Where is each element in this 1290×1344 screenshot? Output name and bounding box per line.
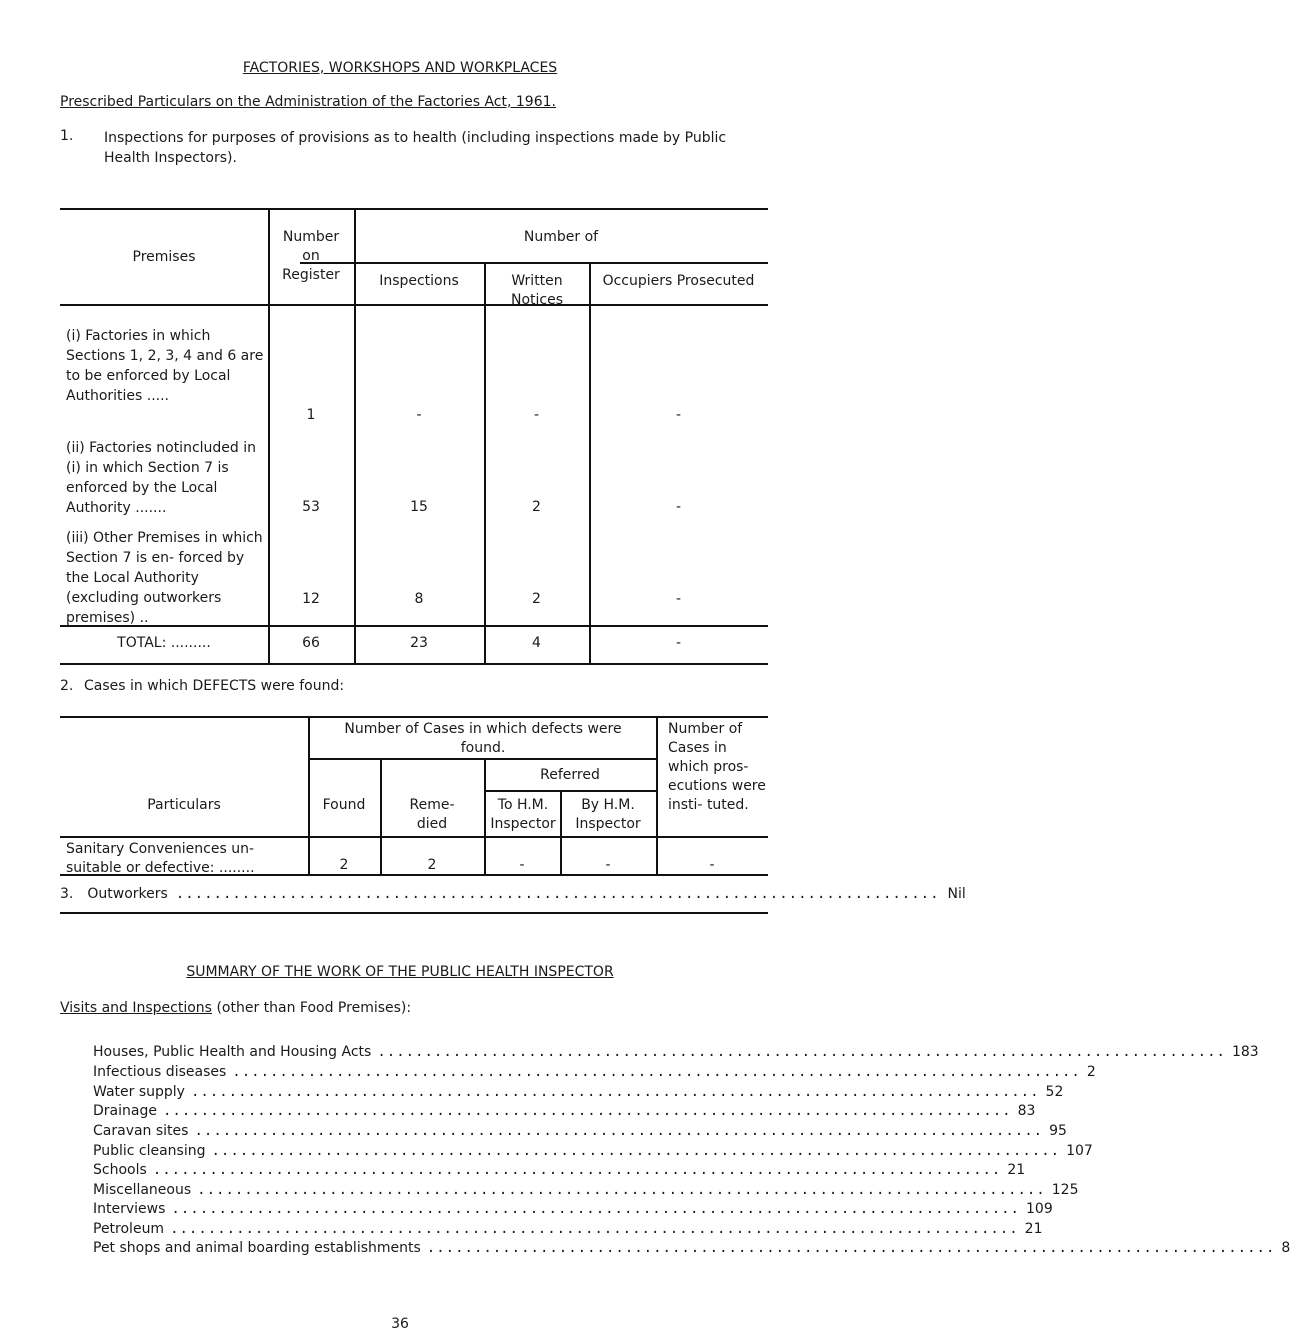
register-row-1: 1 [306, 407, 316, 423]
page-heading: FACTORIES, WORKSHOPS AND WORKPLACES [242, 60, 558, 76]
col-particulars: Particulars [147, 797, 221, 813]
summary-item-label: Schools [93, 1162, 147, 1178]
to-hm-row-1: - [519, 857, 525, 873]
summary-item [93, 1201, 1053, 1217]
summary-subtitle-rest: (other than Food Premises): [216, 1000, 412, 1016]
by-hm-row-1: - [605, 857, 611, 873]
leader-dots: .......................................................................................... [197, 1182, 1046, 1198]
summary-item [93, 1162, 1026, 1178]
page-number: 36 [391, 1316, 409, 1332]
summary-item-value: 107 [1066, 1143, 1093, 1159]
inspections-row-3: 8 [414, 591, 424, 607]
occupiers-row-3: - [675, 591, 682, 607]
register-row-3: 12 [302, 591, 320, 607]
col-occupiers-prosecuted: Occupiers Prosecuted [602, 273, 755, 289]
inspections-row-2: 15 [410, 499, 428, 515]
leader-dots: .......................................................................................... [152, 1162, 1002, 1178]
col-by-hm-inspector: By H.M. Inspector [575, 797, 641, 832]
summary-item-value: 52 [1045, 1084, 1064, 1100]
summary-item-label: Drainage [93, 1103, 157, 1119]
premises-row-2: (ii) Factories notincluded in (i) in which Section 7 is enforced by the Local Authority ....... [66, 440, 257, 516]
summary-item-value: 125 [1051, 1182, 1079, 1198]
summary-item [93, 1064, 1096, 1080]
remedied-row-1: 2 [427, 857, 437, 873]
register-row-2: 53 [302, 499, 320, 515]
found-row-1: 2 [339, 857, 349, 873]
total-written: 4 [532, 635, 541, 651]
leader-dots: .......................................................................................... [190, 1084, 1040, 1100]
particulars-row-1: Sanitary Conveniences un- suitable or defective: ........ [66, 841, 255, 876]
page-subheading: Prescribed Particulars on the Administration of the Factories Act, 1961. [60, 94, 556, 110]
outworkers-row [60, 886, 966, 902]
outworkers-value: Nil [947, 886, 966, 902]
summary-item-value: 21 [1007, 1162, 1026, 1178]
written-row-1: - [533, 407, 540, 423]
leader-dots: .......................................................................................... [232, 1064, 1081, 1080]
leader-dots: .......................................................................................... [171, 1201, 1020, 1217]
summary-subtitle-underlined: Visits and Inspections [60, 1000, 212, 1016]
prosecutions-row-1: - [709, 857, 715, 873]
total-inspections: 23 [410, 635, 428, 651]
col-number-of-cases: Number of Cases in which defects were found. [344, 721, 622, 756]
summary-item [93, 1221, 1043, 1237]
divider [60, 912, 768, 914]
occupiers-row-2: - [675, 499, 682, 515]
summary-item-label: Public cleansing [93, 1143, 206, 1159]
summary-item [93, 1143, 1093, 1159]
col-to-hm-inspector: To H.M. Inspector [490, 797, 556, 832]
section1-number: 1. [60, 128, 74, 144]
summary-item-label: Miscellaneous [93, 1182, 192, 1198]
total-register: 66 [302, 635, 320, 651]
leader-dots: .......................................................................................... [377, 1044, 1226, 1060]
outworkers-label: Outworkers [87, 886, 168, 902]
leader-dots: .......................................................................................... [162, 1103, 1012, 1119]
total-occupiers: - [675, 635, 682, 651]
col-register: Number on Register [282, 229, 340, 283]
summary-item-label: Pet shops and animal boarding establishments [93, 1240, 421, 1256]
col-number-of: Number of [523, 229, 599, 245]
summary-item-label: Petroleum [93, 1221, 165, 1237]
summary-subtitle [60, 1000, 411, 1016]
col-prosecutions: Number of Cases in which pros- ecutions were insti- tuted. [668, 721, 766, 813]
summary-item-value: 83 [1017, 1103, 1036, 1119]
summary-item-label: Infectious diseases [93, 1064, 227, 1080]
inspections-row-1: - [416, 407, 422, 423]
section3-number: 3. [60, 886, 74, 902]
leader-dots: .......................................................................................... [194, 1123, 1044, 1139]
summary-item-label: Interviews [93, 1201, 166, 1217]
col-found: Found [322, 797, 366, 813]
summary-item [93, 1044, 1259, 1060]
premises-row-1: (i) Factories in which Sections 1, 2, 3, 4 and 6 are to be enforced by Local Authorities ..... [66, 328, 264, 404]
leader-dots: .......................................................................................... [211, 1143, 1061, 1159]
summary-item [93, 1182, 1079, 1198]
summary-item-value: 95 [1049, 1123, 1067, 1139]
section2-number: 2. [60, 678, 74, 694]
col-written-notices: Written Notices [510, 273, 564, 308]
col-referred: Referred [540, 767, 600, 783]
summary-item-value: 21 [1024, 1221, 1043, 1237]
summary-item-label: Caravan sites [93, 1123, 189, 1139]
total-label: TOTAL: ......... [117, 635, 211, 651]
summary-item-value: 2 [1086, 1064, 1096, 1080]
section2-text: Cases in which DEFECTS were found: [84, 678, 345, 694]
summary-item [93, 1103, 1036, 1119]
summary-title: SUMMARY OF THE WORK OF THE PUBLIC HEALTH INSPECTOR [186, 964, 614, 980]
leader-dots: ................................................................................. [175, 886, 940, 902]
summary-item-value: 8 [1281, 1240, 1290, 1256]
written-row-3: 2 [532, 591, 541, 607]
premises-row-3: (iii) Other Premises in which Section 7 is en- forced by the Local Authority (excluding outworkers premises) .. [66, 530, 263, 626]
col-remedied: Reme- died [409, 797, 455, 832]
summary-item-value: 109 [1026, 1201, 1053, 1217]
leader-dots: .......................................................................................... [170, 1221, 1019, 1237]
summary-item-value: 183 [1231, 1044, 1259, 1060]
occupiers-row-1: - [675, 407, 682, 423]
leader-dots: .......................................................................................... [426, 1240, 1276, 1256]
summary-item-label: Houses, Public Health and Housing Acts [93, 1044, 372, 1060]
col-premises: Premises [132, 249, 196, 265]
summary-item [93, 1123, 1067, 1139]
section1-text: Inspections for purposes of provisions as to health (including inspections made by Public Health Inspectors). [104, 130, 727, 166]
written-row-2: 2 [532, 499, 541, 515]
summary-item [93, 1084, 1064, 1100]
summary-item [93, 1240, 1290, 1256]
summary-item-label: Water supply [93, 1084, 185, 1100]
col-inspections: Inspections [379, 273, 459, 289]
